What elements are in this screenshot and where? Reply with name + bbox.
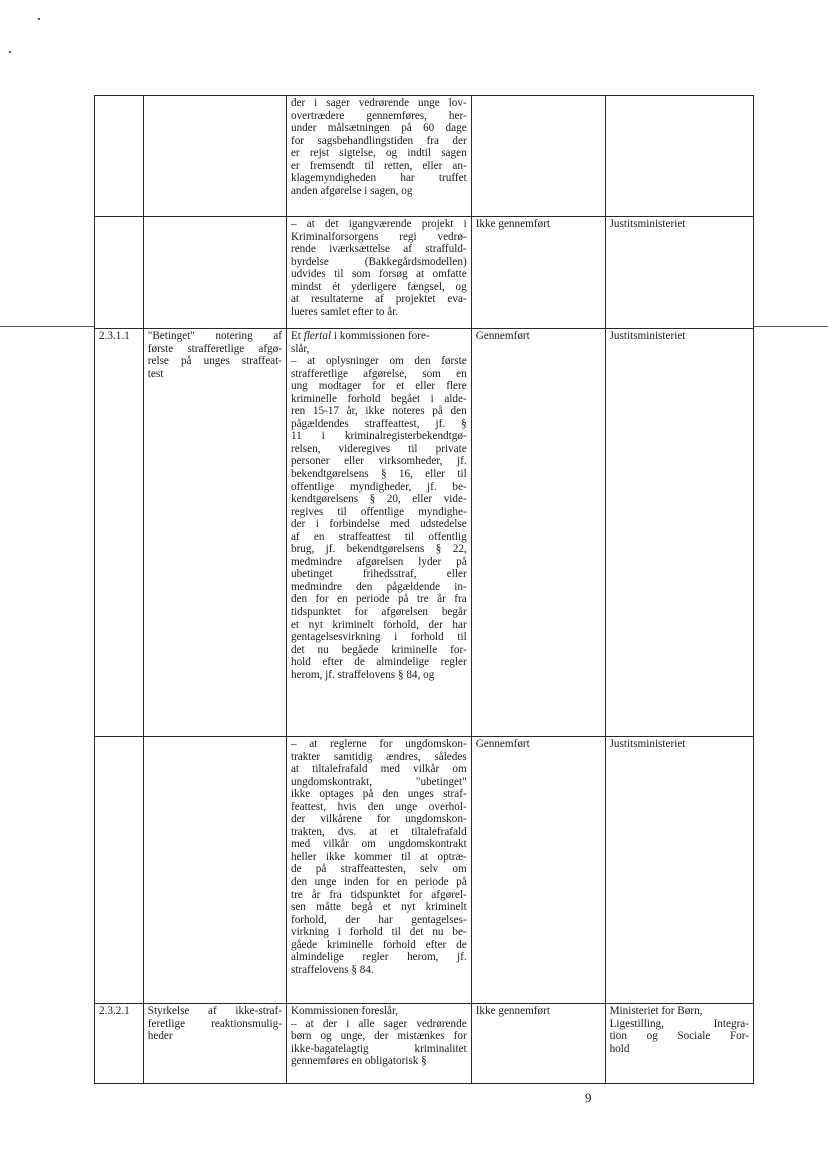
recommendation-line: Kriminalforsorgens regi vedrø- [290, 230, 467, 243]
section-number-cell [95, 1004, 144, 1084]
section-number-cell [95, 96, 144, 217]
recommendation-line: forhold, der har gentagelses- [290, 913, 467, 926]
table-row [95, 329, 754, 737]
recommendation-line: gennemføres en obligatorisk § [290, 1055, 427, 1068]
ministry-cell [605, 737, 753, 1004]
status-text: Ikke gennemført [475, 218, 550, 230]
recommendation-line: trakter samtidig ændres, således [290, 750, 467, 763]
recommendation-line: anden afgørelse i sagen, og [290, 184, 413, 197]
table-row [95, 217, 754, 329]
ministry-line: tion og Sociale For- [609, 1030, 749, 1043]
recommendation-line: rende iværksættelse af straffuld- [290, 243, 467, 256]
recommendation-line: den unge inden for en periode på [290, 876, 467, 889]
status-cell [471, 217, 605, 329]
topic-cell [143, 1004, 286, 1084]
recommendation-line: ungdomskontrakt, "ubetinget" [290, 775, 467, 788]
recommendation-line: 11 i kriminalregisterbekendtgø- [290, 430, 467, 443]
recommendation-line: udvides til som forsøg at omfatte [290, 268, 467, 281]
recommendation-line: herom, jf. straffelovens § 84, og [290, 668, 435, 681]
page-number: 9 [585, 1090, 592, 1105]
recommendation-line: brug, jf. bekendtgørelsens § 22, [290, 543, 467, 556]
recommendation-line: det nu begåede kriminelle for- [290, 643, 467, 656]
ministry-line: Ministeriet for Børn, [609, 1005, 703, 1017]
status-cell [471, 1004, 605, 1084]
recommendation-line: – at reglerne for ungdomskon- [290, 738, 467, 750]
scan-line [754, 326, 828, 327]
topic-cell [143, 737, 286, 1004]
recommendation-emphasis: flertal [303, 330, 332, 342]
recommendation-cell [286, 217, 471, 329]
recommendation-line: overtrædere gennemføres, her- [290, 109, 467, 122]
recommendation-line: at resultaterne af projektet eva- [290, 293, 467, 306]
recommendation-line: ubetinget frihedsstraf, eller [290, 568, 467, 581]
recommendation-line: med vilkår om ungdomskontrakt [290, 838, 467, 851]
recommendation-line: de på straffeattesten, selv om [290, 863, 467, 876]
topic-line: heder [147, 1030, 173, 1043]
recommendation-cell [286, 737, 471, 1004]
scan-speck [9, 51, 11, 53]
ministry-cell [605, 96, 753, 217]
recommendation-line: klagemyndigheden har truffet [290, 172, 467, 185]
recommendation-line: relsen, videregives til private [290, 442, 467, 455]
recommendation-line: almindelige regler herom, jf. [290, 951, 467, 964]
scan-line [0, 326, 94, 327]
recommendation-line: der i forbindelse med udstedelse [290, 518, 467, 531]
recommendation-line: lueres samlet efter to år. [290, 305, 399, 318]
recommendation-line: – at det igangværende projekt i [290, 218, 467, 230]
recommendation-line: der i sager vedrørende unge lov- [290, 97, 467, 109]
ministry-line: Justitsministeriet [609, 218, 686, 230]
status-table [94, 95, 754, 1084]
recommendation-line: ikke optages på den unges straf- [290, 788, 467, 801]
recommendation-line: der vilkårene for ungdomskon- [290, 813, 467, 826]
recommendation-line: medmindre den pågældende in- [290, 580, 467, 593]
recommendation-line: personer eller virksomheder, jf. [290, 455, 467, 468]
recommendation-line: børn og unge, der mistænkes for [290, 1030, 467, 1043]
recommendation-line: medmindre afgørelsen lyder på [290, 555, 467, 568]
table-row [95, 1004, 754, 1084]
table-row [95, 96, 754, 217]
status-text: Gennemført [475, 738, 530, 750]
ministry-line: Justitsministeriet [609, 330, 686, 342]
recommendation-line: Kommissionen foreslår, [290, 1005, 399, 1017]
recommendation-line: at tiltalefrafald med vilkår om [290, 763, 467, 776]
recommendation-line: ren 15-17 år, ikke noteres på den [290, 405, 467, 418]
recommendation-cell [286, 1004, 471, 1084]
recommendation-cell [286, 96, 471, 217]
recommendation-line: ung modtager for et eller flere [290, 380, 467, 393]
recommendation-line: gåede kriminelle forhold efter de [290, 938, 467, 951]
recommendation-line: pågældendes straffeattest, jf. § [290, 417, 467, 430]
recommendation-line: byrdelse (Bakkegårdsmodellen) [290, 255, 467, 268]
recommendation-text: i kommissionen fore- [331, 330, 430, 342]
topic-line: første strafferetlige afgø- [147, 342, 282, 355]
recommendation-line: er fremsendt til retten, eller an- [290, 159, 467, 172]
status-cell [471, 737, 605, 1004]
recommendation-line: offentlige myndigheder, jf. be- [290, 480, 467, 493]
ministry-line: hold [609, 1042, 630, 1055]
recommendation-cell [286, 329, 471, 737]
recommendation-line: er rejst sigtelse, og indtil sagen [290, 147, 467, 160]
section-number-cell [95, 329, 144, 737]
recommendation-line: feattest, hvis den unge overhol- [290, 800, 467, 813]
recommendation-text: Et [290, 330, 304, 342]
recommendation-line: af en straffeattest til offentlig [290, 530, 467, 543]
status-text: Ikke gennemført [475, 1005, 550, 1017]
recommendation-line [291, 330, 467, 343]
recommendation-line: et nyt kriminelt forhold, der har [290, 618, 467, 631]
topic-line: test [147, 367, 164, 380]
ministry-cell [605, 1004, 753, 1084]
recommendation-line: regives til offentlige myndighe- [290, 505, 467, 518]
recommendation-line: bekendtgørelsens § 16, eller til [290, 468, 467, 481]
scan-speck [38, 18, 40, 20]
recommendation-line: kriminelle forhold begået i alde- [290, 392, 467, 405]
recommendation-line: heller ikke kommer til at optræ- [290, 850, 467, 863]
recommendation-line: den for en periode på tre år fra [290, 593, 467, 606]
recommendation-line: – at oplysninger om den første [290, 355, 467, 368]
topic-cell [143, 96, 286, 217]
recommendation-line: virkning i forhold til det nu be- [290, 926, 467, 939]
section-number-cell [95, 737, 144, 1004]
recommendation-line: strafferetlige afgørelse, som en [290, 367, 467, 380]
section-number: 2.3.2.1 [99, 1005, 130, 1017]
section-number: 2.3.1.1 [99, 330, 130, 342]
recommendation-line: sen måtte begå et nyt kriminelt [290, 901, 467, 914]
recommendation-line: gentagelsesvirkning i forhold til [290, 631, 467, 644]
ministry-cell [605, 329, 753, 737]
topic-cell [143, 217, 286, 329]
topic-line: Styrkelse af ikke-straf- [147, 1005, 282, 1017]
recommendation-line: under målsætningen på 60 dage [290, 122, 467, 135]
section-number-cell [95, 217, 144, 329]
recommendation-line: – at der i alle sager vedrørende [290, 1017, 467, 1030]
recommendation-line: kendtgørelsens § 20, eller vide- [290, 493, 467, 506]
status-cell [471, 329, 605, 737]
recommendation-line: trakten, dvs. at et tiltalefrafald [290, 825, 467, 838]
ministry-line: Ligestilling, Integra- [609, 1017, 749, 1030]
recommendation-line: slår, [290, 342, 310, 355]
recommendation-line: tidspunktet for afgørelsen begår [290, 606, 467, 619]
topic-line: feretlige reaktionsmulig- [147, 1017, 282, 1030]
recommendation-line: straffelovens § 84. [290, 963, 374, 976]
ministry-line: Justitsministeriet [609, 738, 686, 750]
recommendation-line: mindst ét yderligere fængsel, og [290, 280, 467, 293]
recommendation-line: for sagsbehandlingstiden fra der [290, 134, 467, 147]
status-cell [471, 96, 605, 217]
recommendation-line: ikke-bagatelagtig kriminalitet [290, 1042, 467, 1055]
recommendation-line: tre år fra tidspunktet for afgørel- [290, 888, 467, 901]
ministry-cell [605, 217, 753, 329]
topic-line: relse på unges straffeat- [147, 355, 282, 368]
topic-line: "Betinget" notering af [147, 330, 282, 342]
topic-cell [143, 329, 286, 737]
recommendation-line: hold efter de almindelige regler [290, 656, 467, 669]
table-row [95, 737, 754, 1004]
status-text: Gennemført [475, 330, 530, 342]
